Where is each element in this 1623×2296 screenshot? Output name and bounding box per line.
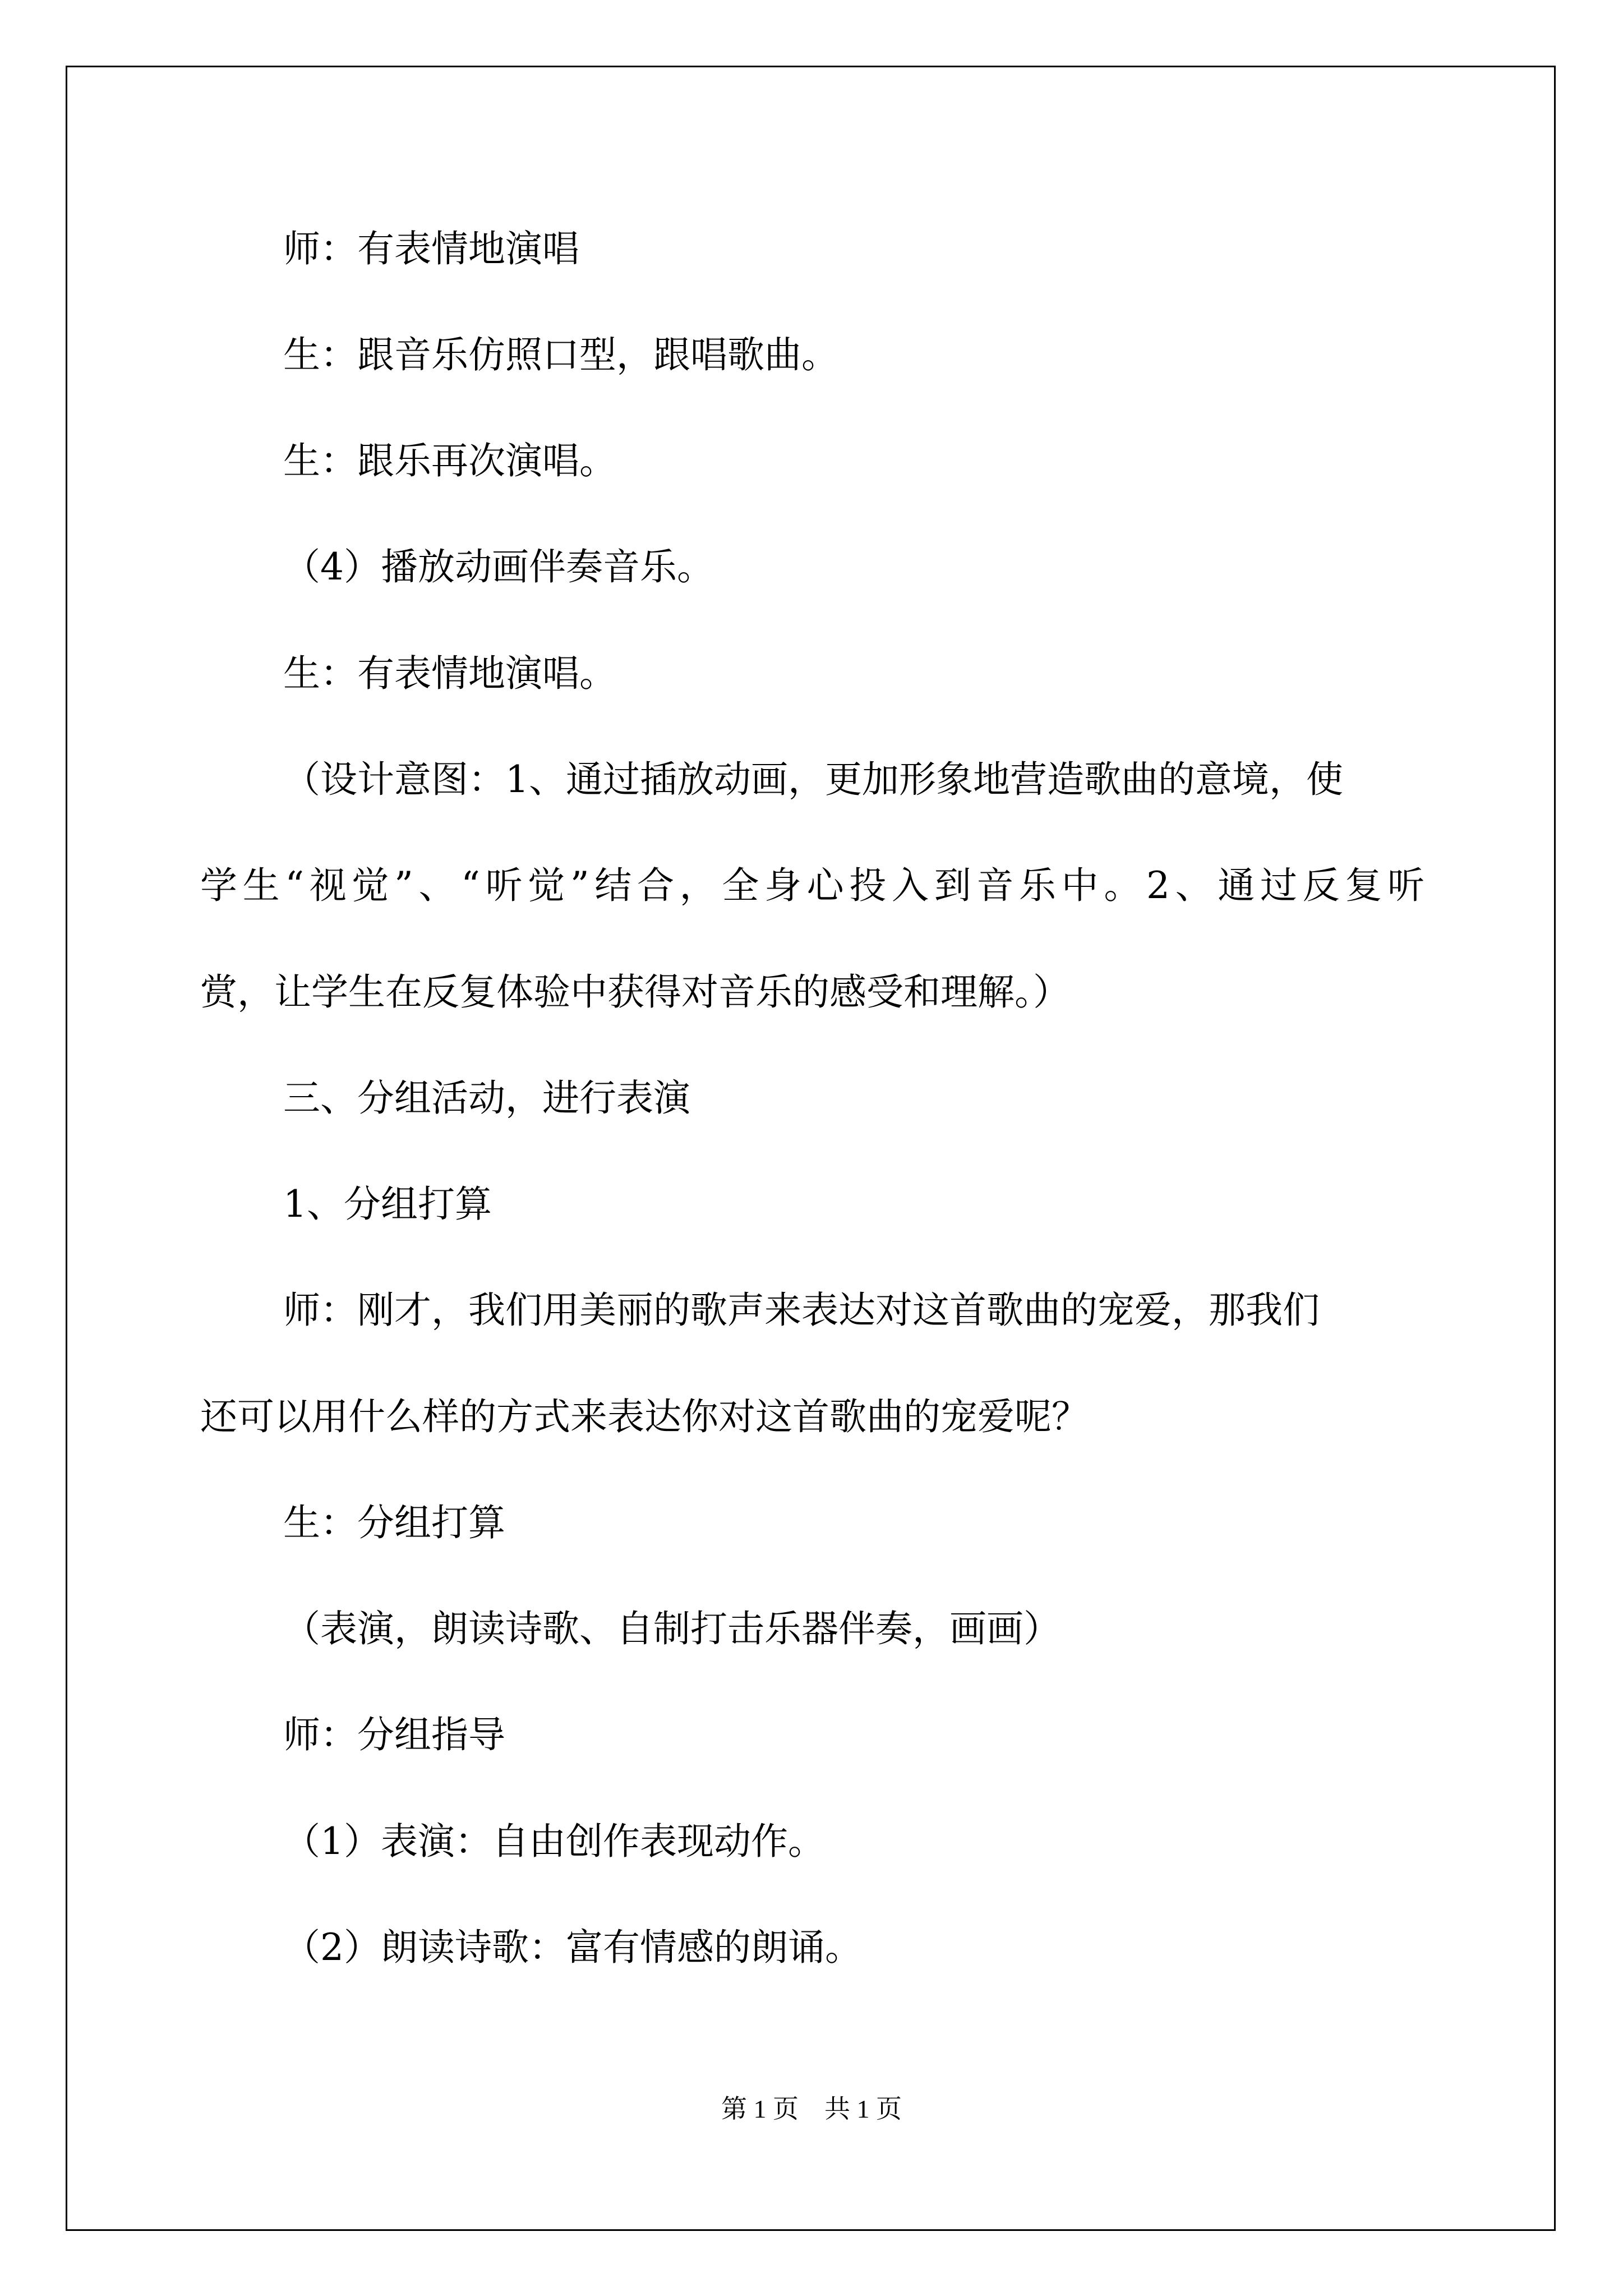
paragraph-line: （2）朗读诗歌：富有情感的朗诵。 <box>283 1926 862 1969</box>
paragraph-line: 师：刚才，我们用美丽的歌声来表达对这首歌曲的宠爱，那我们 <box>283 1289 1320 1332</box>
paragraph-line: 学生“视觉”、“听觉”结合，全身心投入到音乐中。2、通过反复听 <box>200 864 1424 907</box>
paragraph-line: （1）表演：自由创作表现动作。 <box>283 1820 825 1863</box>
paragraph-line: 生：有表情地演唱。 <box>283 652 616 695</box>
page-border <box>66 66 1556 2231</box>
paragraph-line: 还可以用什么样的方式来表达你对这首歌曲的宠爱呢？ <box>200 1395 1089 1438</box>
paragraph-line: 师：有表情地演唱 <box>283 227 579 270</box>
paragraph-line: 生：跟乐再次演唱。 <box>283 439 616 482</box>
paragraph-line: （设计意图：1、通过插放动画，更加形象地营造歌曲的意境，使 <box>283 758 1343 801</box>
paragraph-line: （表演，朗读诗歌、自制打击乐器伴奏，画画） <box>283 1607 1061 1650</box>
section-heading: 三、分组活动，进行表演 <box>283 1076 690 1120</box>
paragraph-line: 赏，让学生在反复体验中获得对音乐的感受和理解。） <box>200 970 1070 1014</box>
page-number-footer: 第 1 页 共 1 页 <box>721 2095 902 2123</box>
paragraph-line: 师：分组指导 <box>283 1713 505 1756</box>
paragraph-line: 生：跟音乐仿照口型，跟唱歌曲。 <box>283 333 838 376</box>
paragraph-line: （4）播放动画伴奏音乐。 <box>283 545 714 588</box>
subsection-heading: 1、分组打算 <box>283 1182 492 1226</box>
paragraph-line: 生：分组打算 <box>283 1501 505 1544</box>
